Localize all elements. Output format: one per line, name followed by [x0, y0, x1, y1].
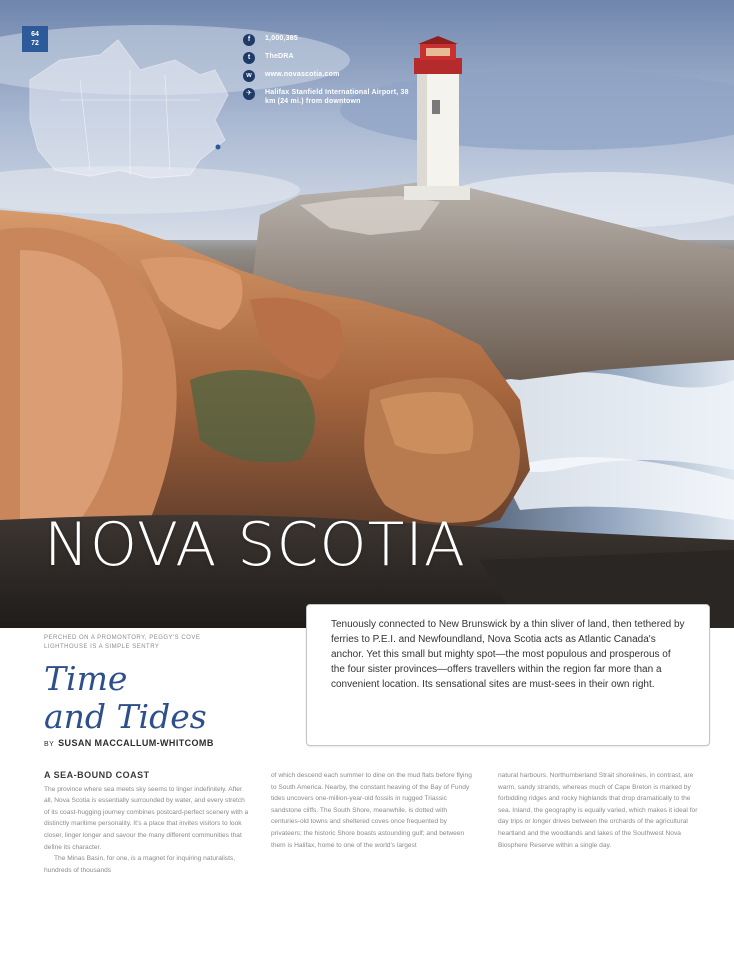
body-paragraph: The province where sea meets sky seems to linger indefinitely. After all, Nova Scotia is essentially surrounded by water, and every stretch of its coast-hugging journey combines postcard-perfect scenery with a distinctly maritime personality. It's a place that invites visitors to look closer, linger longer and savour the many different communities that define its character. [44, 785, 249, 851]
article-headline [44, 660, 284, 736]
caption-line: LIGHTHOUSE IS A SIMPLE SENTRY [44, 644, 160, 650]
quick-fact-text: www.novascotia.com [265, 71, 340, 78]
page-number-badge: 64 72 [22, 26, 48, 52]
twitter-icon: t [243, 52, 255, 64]
quick-facts-list [243, 34, 413, 112]
body-paragraph: of which descend each summer to dine on the mud flats before flying to South America. Nearby, the constant heaving of the Bay of Fundy tides uncovers one-million-year-old fossils in rugged Triassic sandstone cliffs. The South Shore, meanwhile, is dotted with centuries-old towns and sheltered coves once frequented by privateers; the historic Shore boasts astounding gulf; and between them is Halifax, home to one of the world's largest [271, 772, 472, 849]
quick-fact-row [243, 70, 413, 82]
hero-title: NOVA SCOTIA [44, 510, 466, 580]
globe-icon: w [243, 70, 255, 82]
facebook-icon: f [243, 34, 255, 46]
body-column-2 [271, 770, 477, 920]
headline-line: Time [44, 659, 128, 698]
plane-icon: ✈ [243, 88, 255, 100]
byline-prefix: BY [44, 741, 55, 748]
caption-line: PERCHED ON A PROMONTORY, PEGGY'S COVE [44, 635, 201, 641]
author-name: SUSAN MACCALLUM-WHITCOMB [58, 738, 214, 748]
body-paragraph: natural harbours. Northumberland Strait shorelines, in contrast, are warm, sandy strands, whereas much of Cape Breton is marked by forbidding ridges and rocky highlands that drop dramatically to the sea. Inland, the geography is equally varied, which makes it ideal for day trips or longer drives between the orchards of the agricultural heartland and the woodlands and lakes of the Southwest Nova Biosphere Reserve within a single day. [498, 772, 698, 849]
quick-fact-text: 1,000,385 [265, 35, 298, 42]
quick-fact-text: Halifax Stanfield International Airport, 38 km (24 mi.) from downtown [265, 89, 409, 105]
quick-fact-row [243, 88, 413, 106]
body-paragraph: The Minas Basin, for one, is a magnet for inquiring naturalists, hundreds of thousands [44, 855, 236, 874]
quick-fact-text: TheDRA [265, 53, 294, 60]
quick-fact-row [243, 52, 413, 64]
quick-fact-row [243, 34, 413, 46]
photo-caption [44, 634, 284, 652]
intro-box [306, 604, 710, 746]
article-body [44, 770, 704, 920]
byline [44, 738, 214, 748]
section-subhead: A SEA-BOUND COAST [44, 770, 150, 780]
intro-text: Tenuously connected to New Brunswick by a thin sliver of land, then tethered by ferries to P.E.I. and Newfoundland, Nova Scotia acts as Atlantic Canada's anchor. Yet this small but mighty spot—the most populous and prosperous of the four sister provinces—offers travellers within the region far more than a convenient location. Its sensational sites are must-sees in their own right. [331, 619, 685, 690]
body-column-3 [498, 770, 704, 920]
headline-line: and Tides [44, 697, 207, 736]
body-column-1 [44, 770, 250, 920]
